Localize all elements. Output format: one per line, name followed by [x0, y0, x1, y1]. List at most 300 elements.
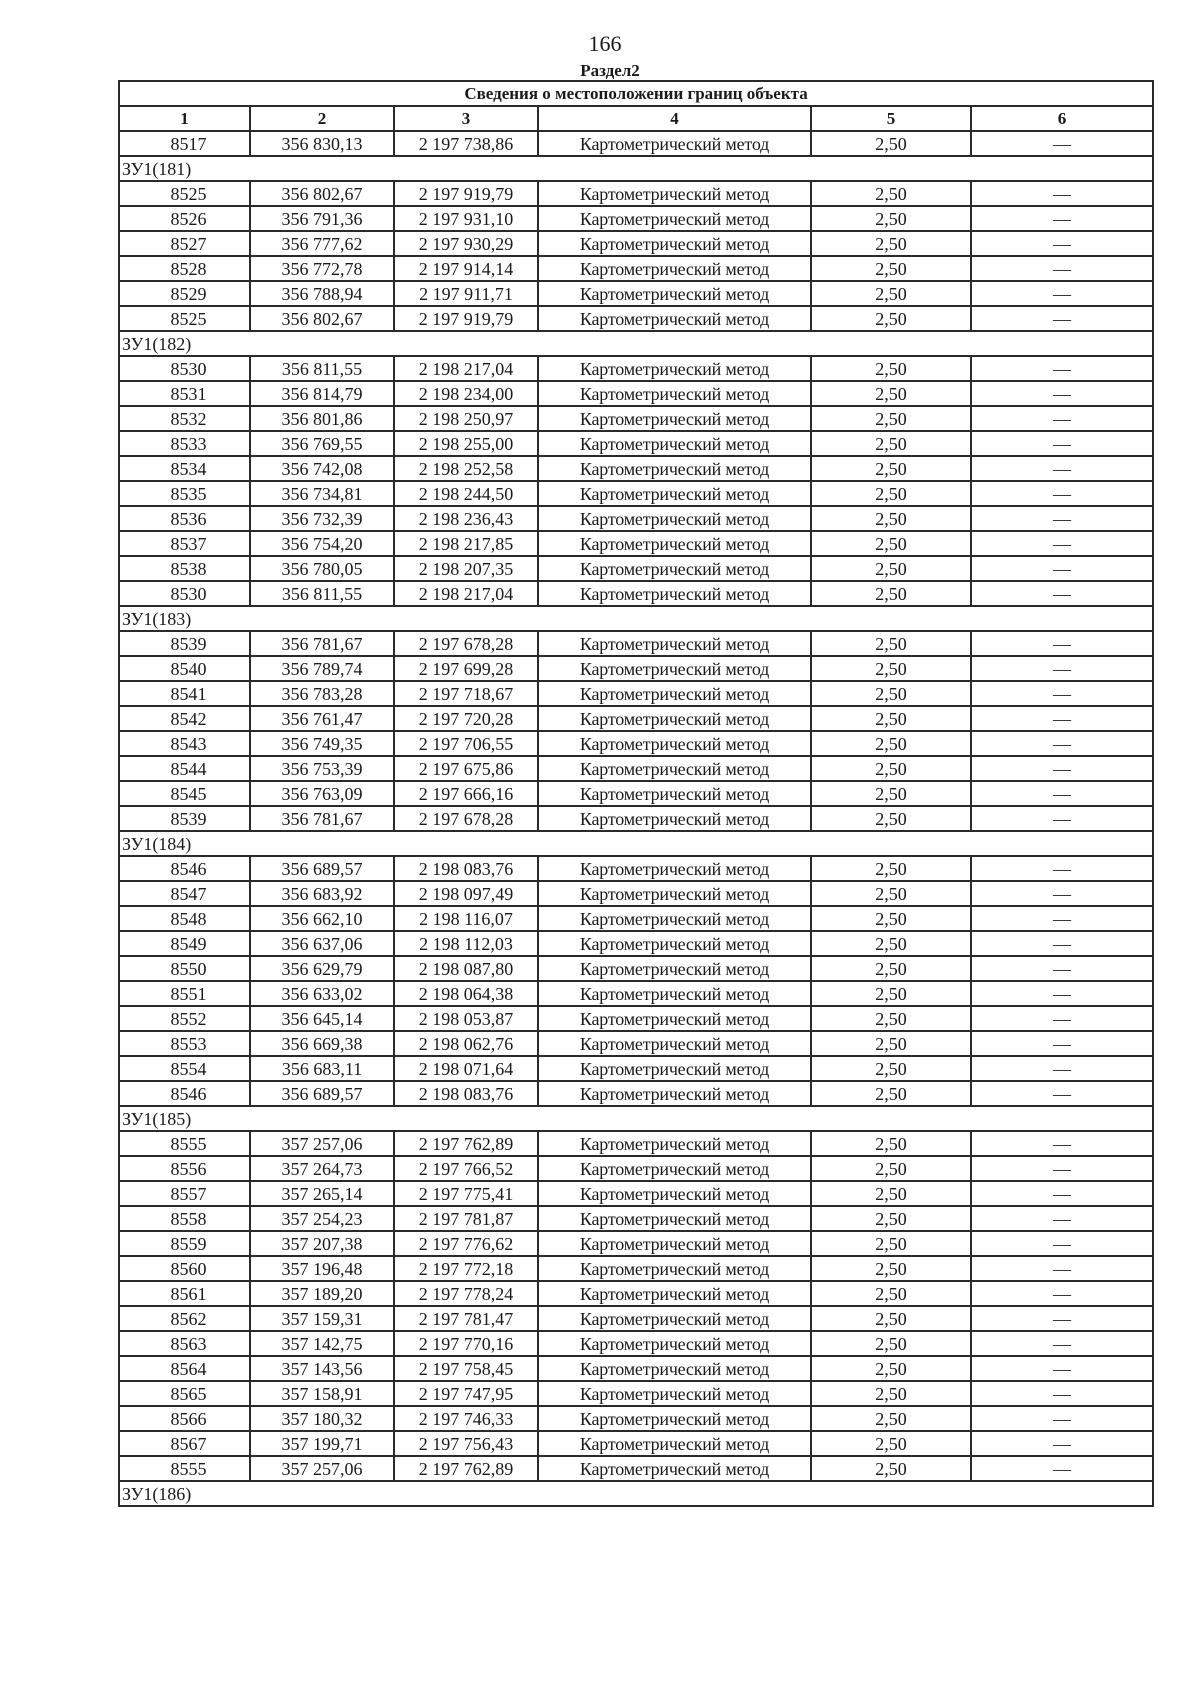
y-coordinate-cell: 2 198 064,38: [394, 981, 538, 1006]
point-number-cell: 8546: [119, 856, 250, 881]
table-row: [119, 1456, 1153, 1481]
table-row: [119, 1356, 1153, 1381]
accuracy-cell: 2,50: [811, 806, 971, 831]
y-coordinate-cell: 2 197 762,89: [394, 1131, 538, 1156]
y-coordinate-cell: 2 197 762,89: [394, 1456, 538, 1481]
y-coordinate-cell: 2 197 746,33: [394, 1406, 538, 1431]
note-cell: —: [971, 456, 1153, 481]
x-coordinate-cell: 356 811,55: [250, 356, 394, 381]
x-coordinate-cell: 357 254,23: [250, 1206, 394, 1231]
note-cell: —: [971, 1006, 1153, 1031]
accuracy-cell: 2,50: [811, 356, 971, 381]
y-coordinate-cell: 2 198 255,00: [394, 431, 538, 456]
point-number-cell: 8542: [119, 706, 250, 731]
note-cell: —: [971, 856, 1153, 881]
table-row: [119, 556, 1153, 581]
x-coordinate-cell: 357 265,14: [250, 1181, 394, 1206]
point-number-cell: 8527: [119, 231, 250, 256]
x-coordinate-cell: 356 637,06: [250, 931, 394, 956]
accuracy-cell: 2,50: [811, 281, 971, 306]
method-cell: Картометрический метод: [538, 531, 811, 556]
note-cell: —: [971, 981, 1153, 1006]
x-coordinate-cell: 356 802,67: [250, 306, 394, 331]
accuracy-cell: 2,50: [811, 1256, 971, 1281]
point-number-cell: 8531: [119, 381, 250, 406]
y-coordinate-cell: 2 197 931,10: [394, 206, 538, 231]
method-cell: Картометрический метод: [538, 731, 811, 756]
accuracy-cell: 2,50: [811, 206, 971, 231]
accuracy-cell: 2,50: [811, 1306, 971, 1331]
x-coordinate-cell: 356 780,05: [250, 556, 394, 581]
method-cell: Картометрический метод: [538, 1306, 811, 1331]
x-coordinate-cell: 356 683,11: [250, 1056, 394, 1081]
y-coordinate-cell: 2 197 770,16: [394, 1331, 538, 1356]
accuracy-cell: 2,50: [811, 181, 971, 206]
note-cell: —: [971, 706, 1153, 731]
table-row: [119, 1206, 1153, 1231]
x-coordinate-cell: 356 754,20: [250, 531, 394, 556]
method-cell: Картометрический метод: [538, 456, 811, 481]
point-number-cell: 8539: [119, 631, 250, 656]
y-coordinate-cell: 2 197 678,28: [394, 806, 538, 831]
accuracy-cell: 2,50: [811, 1281, 971, 1306]
y-coordinate-cell: 2 198 071,64: [394, 1056, 538, 1081]
note-cell: —: [971, 806, 1153, 831]
method-cell: Картометрический метод: [538, 1006, 811, 1031]
note-cell: —: [971, 1206, 1153, 1231]
method-cell: Картометрический метод: [538, 681, 811, 706]
method-cell: Картометрический метод: [538, 256, 811, 281]
point-number-cell: 8563: [119, 1331, 250, 1356]
x-coordinate-cell: 356 689,57: [250, 856, 394, 881]
x-coordinate-cell: 356 761,47: [250, 706, 394, 731]
accuracy-cell: 2,50: [811, 1031, 971, 1056]
point-number-cell: 8530: [119, 581, 250, 606]
table-row: [119, 1231, 1153, 1256]
point-number-cell: 8554: [119, 1056, 250, 1081]
column-header: 6: [971, 106, 1153, 131]
parcel-group-row: [119, 831, 1153, 856]
x-coordinate-cell: 356 669,38: [250, 1031, 394, 1056]
page-number: 166: [588, 31, 622, 56]
point-number-cell: 8553: [119, 1031, 250, 1056]
point-number-cell: 8566: [119, 1406, 250, 1431]
table-row: [119, 1031, 1153, 1056]
x-coordinate-cell: 356 742,08: [250, 456, 394, 481]
table-row: [119, 531, 1153, 556]
y-coordinate-cell: 2 198 250,97: [394, 406, 538, 431]
method-cell: Картометрический метод: [538, 631, 811, 656]
point-number-cell: 8552: [119, 1006, 250, 1031]
table-row: [119, 1381, 1153, 1406]
table-row: [119, 856, 1153, 881]
y-coordinate-cell: 2 197 930,29: [394, 231, 538, 256]
y-coordinate-cell: 2 198 097,49: [394, 881, 538, 906]
y-coordinate-cell: 2 197 766,52: [394, 1156, 538, 1181]
note-cell: —: [971, 1281, 1153, 1306]
method-cell: Картометрический метод: [538, 1356, 811, 1381]
note-cell: —: [971, 1431, 1153, 1456]
accuracy-cell: 2,50: [811, 1456, 971, 1481]
note-cell: —: [971, 1056, 1153, 1081]
x-coordinate-cell: 356 789,74: [250, 656, 394, 681]
method-cell: Картометрический метод: [538, 706, 811, 731]
accuracy-cell: 2,50: [811, 581, 971, 606]
note-cell: —: [971, 1081, 1153, 1106]
table-row: [119, 381, 1153, 406]
note-cell: —: [971, 556, 1153, 581]
table-row: [119, 406, 1153, 431]
accuracy-cell: 2,50: [811, 756, 971, 781]
point-number-cell: 8535: [119, 481, 250, 506]
note-cell: —: [971, 181, 1153, 206]
point-number-cell: 8526: [119, 206, 250, 231]
accuracy-cell: 2,50: [811, 1006, 971, 1031]
point-number-cell: 8517: [119, 131, 250, 156]
point-number-cell: 8549: [119, 931, 250, 956]
table-row: [119, 506, 1153, 531]
accuracy-cell: 2,50: [811, 981, 971, 1006]
boundaries-table: [118, 80, 1154, 1507]
point-number-cell: 8550: [119, 956, 250, 981]
accuracy-cell: 2,50: [811, 881, 971, 906]
accuracy-cell: 2,50: [811, 856, 971, 881]
x-coordinate-cell: 356 662,10: [250, 906, 394, 931]
x-coordinate-cell: 356 763,09: [250, 781, 394, 806]
accuracy-cell: 2,50: [811, 1331, 971, 1356]
method-cell: Картометрический метод: [538, 1256, 811, 1281]
parcel-group-row: [119, 1481, 1153, 1506]
accuracy-cell: 2,50: [811, 231, 971, 256]
parcel-group-row: [119, 331, 1153, 356]
accuracy-cell: 2,50: [811, 481, 971, 506]
y-coordinate-cell: 2 197 772,18: [394, 1256, 538, 1281]
y-coordinate-cell: 2 198 207,35: [394, 556, 538, 581]
y-coordinate-cell: 2 197 756,43: [394, 1431, 538, 1456]
note-cell: —: [971, 381, 1153, 406]
x-coordinate-cell: 356 811,55: [250, 581, 394, 606]
note-cell: —: [971, 206, 1153, 231]
table-row: [119, 981, 1153, 1006]
x-coordinate-cell: 356 772,78: [250, 256, 394, 281]
y-coordinate-cell: 2 197 911,71: [394, 281, 538, 306]
point-number-cell: 8546: [119, 1081, 250, 1106]
y-coordinate-cell: 2 197 914,14: [394, 256, 538, 281]
point-number-cell: 8556: [119, 1156, 250, 1181]
accuracy-cell: 2,50: [811, 406, 971, 431]
y-coordinate-cell: 2 197 781,87: [394, 1206, 538, 1231]
method-cell: Картометрический метод: [538, 1081, 811, 1106]
note-cell: —: [971, 1031, 1153, 1056]
method-cell: Картометрический метод: [538, 906, 811, 931]
parcel-group-row: [119, 1106, 1153, 1131]
note-cell: —: [971, 481, 1153, 506]
method-cell: Картометрический метод: [538, 431, 811, 456]
method-cell: Картометрический метод: [538, 406, 811, 431]
y-coordinate-cell: 2 197 738,86: [394, 131, 538, 156]
note-cell: —: [971, 531, 1153, 556]
accuracy-cell: 2,50: [811, 1381, 971, 1406]
accuracy-cell: 2,50: [811, 1406, 971, 1431]
point-number-cell: 8545: [119, 781, 250, 806]
parcel-label: ЗУ1(184): [119, 831, 1153, 856]
y-coordinate-cell: 2 197 747,95: [394, 1381, 538, 1406]
method-cell: Картометрический метод: [538, 756, 811, 781]
point-number-cell: 8528: [119, 256, 250, 281]
x-coordinate-cell: 356 801,86: [250, 406, 394, 431]
y-coordinate-cell: 2 198 116,07: [394, 906, 538, 931]
note-cell: —: [971, 281, 1153, 306]
table-row: [119, 1056, 1153, 1081]
note-cell: —: [971, 1456, 1153, 1481]
x-coordinate-cell: 356 781,67: [250, 631, 394, 656]
table-row: [119, 881, 1153, 906]
accuracy-cell: 2,50: [811, 1081, 971, 1106]
note-cell: —: [971, 431, 1153, 456]
table-row: [119, 1081, 1153, 1106]
x-coordinate-cell: 357 199,71: [250, 1431, 394, 1456]
note-cell: —: [971, 631, 1153, 656]
accuracy-cell: 2,50: [811, 1206, 971, 1231]
accuracy-cell: 2,50: [811, 381, 971, 406]
table-row: [119, 481, 1153, 506]
note-cell: —: [971, 1356, 1153, 1381]
x-coordinate-cell: 356 783,28: [250, 681, 394, 706]
y-coordinate-cell: 2 197 675,86: [394, 756, 538, 781]
point-number-cell: 8562: [119, 1306, 250, 1331]
x-coordinate-cell: 357 257,06: [250, 1456, 394, 1481]
note-cell: —: [971, 506, 1153, 531]
note-cell: —: [971, 1131, 1153, 1156]
point-number-cell: 8560: [119, 1256, 250, 1281]
column-header-row: [119, 106, 1153, 131]
y-coordinate-cell: 2 198 112,03: [394, 931, 538, 956]
note-cell: —: [971, 131, 1153, 156]
point-number-cell: 8551: [119, 981, 250, 1006]
note-cell: —: [971, 406, 1153, 431]
column-header: 2: [250, 106, 394, 131]
table-row: [119, 231, 1153, 256]
x-coordinate-cell: 356 732,39: [250, 506, 394, 531]
accuracy-cell: 2,50: [811, 681, 971, 706]
y-coordinate-cell: 2 198 087,80: [394, 956, 538, 981]
table-row: [119, 1256, 1153, 1281]
x-coordinate-cell: 357 158,91: [250, 1381, 394, 1406]
method-cell: Картометрический метод: [538, 1156, 811, 1181]
x-coordinate-cell: 356 791,36: [250, 206, 394, 231]
y-coordinate-cell: 2 198 053,87: [394, 1006, 538, 1031]
method-cell: Картометрический метод: [538, 1206, 811, 1231]
y-coordinate-cell: 2 197 758,45: [394, 1356, 538, 1381]
method-cell: Картометрический метод: [538, 581, 811, 606]
table-row: [119, 656, 1153, 681]
table-row: [119, 1306, 1153, 1331]
table-row: [119, 1281, 1153, 1306]
point-number-cell: 8532: [119, 406, 250, 431]
note-cell: —: [971, 1256, 1153, 1281]
table-row: [119, 1181, 1153, 1206]
point-number-cell: 8530: [119, 356, 250, 381]
column-header: 5: [811, 106, 971, 131]
note-cell: —: [971, 681, 1153, 706]
point-number-cell: 8539: [119, 806, 250, 831]
table-row: [119, 181, 1153, 206]
y-coordinate-cell: 2 197 718,67: [394, 681, 538, 706]
point-number-cell: 8536: [119, 506, 250, 531]
accuracy-cell: 2,50: [811, 956, 971, 981]
y-coordinate-cell: 2 198 244,50: [394, 481, 538, 506]
method-cell: Картометрический метод: [538, 506, 811, 531]
note-cell: —: [971, 1156, 1153, 1181]
method-cell: Картометрический метод: [538, 1456, 811, 1481]
note-cell: —: [971, 906, 1153, 931]
point-number-cell: 8548: [119, 906, 250, 931]
method-cell: Картометрический метод: [538, 1406, 811, 1431]
table-row: [119, 356, 1153, 381]
method-cell: Картометрический метод: [538, 806, 811, 831]
column-header: 4: [538, 106, 811, 131]
accuracy-cell: 2,50: [811, 656, 971, 681]
y-coordinate-cell: 2 198 236,43: [394, 506, 538, 531]
method-cell: Картометрический метод: [538, 881, 811, 906]
y-coordinate-cell: 2 198 217,04: [394, 581, 538, 606]
point-number-cell: 8540: [119, 656, 250, 681]
method-cell: Картометрический метод: [538, 956, 811, 981]
method-cell: Картометрический метод: [538, 1031, 811, 1056]
method-cell: Картометрический метод: [538, 556, 811, 581]
accuracy-cell: 2,50: [811, 556, 971, 581]
accuracy-cell: 2,50: [811, 906, 971, 931]
point-number-cell: 8525: [119, 306, 250, 331]
accuracy-cell: 2,50: [811, 306, 971, 331]
point-number-cell: 8537: [119, 531, 250, 556]
method-cell: Картометрический метод: [538, 481, 811, 506]
method-cell: Картометрический метод: [538, 181, 811, 206]
table-row: [119, 731, 1153, 756]
accuracy-cell: 2,50: [811, 1156, 971, 1181]
x-coordinate-cell: 357 189,20: [250, 1281, 394, 1306]
parcel-group-row: [119, 606, 1153, 631]
method-cell: Картометрический метод: [538, 1431, 811, 1456]
accuracy-cell: 2,50: [811, 731, 971, 756]
x-coordinate-cell: 357 257,06: [250, 1131, 394, 1156]
method-cell: Картометрический метод: [538, 656, 811, 681]
x-coordinate-cell: 356 689,57: [250, 1081, 394, 1106]
table-row: [119, 906, 1153, 931]
note-cell: —: [971, 1406, 1153, 1431]
y-coordinate-cell: 2 198 234,00: [394, 381, 538, 406]
y-coordinate-cell: 2 198 083,76: [394, 856, 538, 881]
accuracy-cell: 2,50: [811, 1431, 971, 1456]
table-row: [119, 1156, 1153, 1181]
point-number-cell: 8565: [119, 1381, 250, 1406]
y-coordinate-cell: 2 197 778,24: [394, 1281, 538, 1306]
accuracy-cell: 2,50: [811, 1231, 971, 1256]
column-header: 3: [394, 106, 538, 131]
accuracy-cell: 2,50: [811, 1181, 971, 1206]
y-coordinate-cell: 2 197 666,16: [394, 781, 538, 806]
parcel-label: ЗУ1(182): [119, 331, 1153, 356]
accuracy-cell: 2,50: [811, 131, 971, 156]
accuracy-cell: 2,50: [811, 1131, 971, 1156]
table-caption: Сведения о местоположении границ объекта: [119, 81, 1153, 106]
x-coordinate-cell: 356 683,92: [250, 881, 394, 906]
accuracy-cell: 2,50: [811, 1056, 971, 1081]
x-coordinate-cell: 356 734,81: [250, 481, 394, 506]
y-coordinate-cell: 2 198 083,76: [394, 1081, 538, 1106]
y-coordinate-cell: 2 197 706,55: [394, 731, 538, 756]
x-coordinate-cell: 357 142,75: [250, 1331, 394, 1356]
method-cell: Картометрический метод: [538, 1381, 811, 1406]
note-cell: —: [971, 581, 1153, 606]
method-cell: Картометрический метод: [538, 231, 811, 256]
y-coordinate-cell: 2 197 699,28: [394, 656, 538, 681]
method-cell: Картометрический метод: [538, 856, 811, 881]
accuracy-cell: 2,50: [811, 781, 971, 806]
note-cell: —: [971, 306, 1153, 331]
table-row: [119, 131, 1153, 156]
table-row: [119, 456, 1153, 481]
parcel-label: ЗУ1(186): [119, 1481, 1153, 1506]
x-coordinate-cell: 357 180,32: [250, 1406, 394, 1431]
method-cell: Картометрический метод: [538, 1281, 811, 1306]
x-coordinate-cell: 356 645,14: [250, 1006, 394, 1031]
point-number-cell: 8541: [119, 681, 250, 706]
method-cell: Картометрический метод: [538, 781, 811, 806]
method-cell: Картометрический метод: [538, 1056, 811, 1081]
point-number-cell: 8525: [119, 181, 250, 206]
accuracy-cell: 2,50: [811, 1356, 971, 1381]
point-number-cell: 8555: [119, 1131, 250, 1156]
method-cell: Картометрический метод: [538, 206, 811, 231]
table-row: [119, 1331, 1153, 1356]
x-coordinate-cell: 356 629,79: [250, 956, 394, 981]
point-number-cell: 8538: [119, 556, 250, 581]
point-number-cell: 8564: [119, 1356, 250, 1381]
y-coordinate-cell: 2 198 062,76: [394, 1031, 538, 1056]
note-cell: —: [971, 731, 1153, 756]
method-cell: Картометрический метод: [538, 356, 811, 381]
y-coordinate-cell: 2 197 919,79: [394, 181, 538, 206]
y-coordinate-cell: 2 197 678,28: [394, 631, 538, 656]
note-cell: —: [971, 656, 1153, 681]
note-cell: —: [971, 231, 1153, 256]
method-cell: Картометрический метод: [538, 281, 811, 306]
x-coordinate-cell: 357 196,48: [250, 1256, 394, 1281]
parcel-label: ЗУ1(183): [119, 606, 1153, 631]
method-cell: Картометрический метод: [538, 1131, 811, 1156]
y-coordinate-cell: 2 198 217,85: [394, 531, 538, 556]
table-row: [119, 281, 1153, 306]
note-cell: —: [971, 356, 1153, 381]
x-coordinate-cell: 356 749,35: [250, 731, 394, 756]
table-row: [119, 206, 1153, 231]
column-header: 1: [119, 106, 250, 131]
y-coordinate-cell: 2 198 252,58: [394, 456, 538, 481]
note-cell: —: [971, 1231, 1153, 1256]
y-coordinate-cell: 2 197 781,47: [394, 1306, 538, 1331]
note-cell: —: [971, 1331, 1153, 1356]
accuracy-cell: 2,50: [811, 456, 971, 481]
note-cell: —: [971, 781, 1153, 806]
y-coordinate-cell: 2 197 776,62: [394, 1231, 538, 1256]
accuracy-cell: 2,50: [811, 431, 971, 456]
method-cell: Картометрический метод: [538, 981, 811, 1006]
note-cell: —: [971, 1181, 1153, 1206]
x-coordinate-cell: 357 143,56: [250, 1356, 394, 1381]
point-number-cell: 8529: [119, 281, 250, 306]
note-cell: —: [971, 1306, 1153, 1331]
